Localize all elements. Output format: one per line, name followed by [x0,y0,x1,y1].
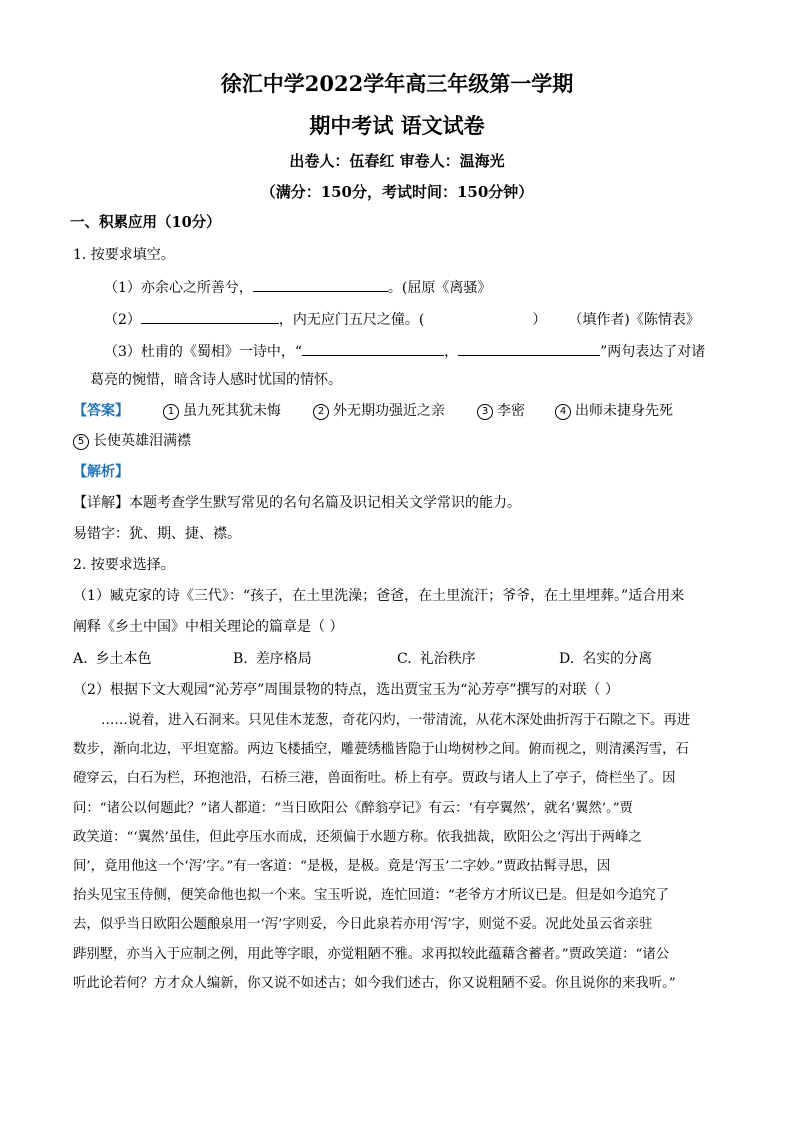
option-text: 乡土本色 [95,651,152,667]
answer-number: 5 [73,434,89,450]
answer-row [73,401,673,421]
passage-line: 政笑道：“‘翼然’虽佳，但此亭压水而成，还须偏于水题方称。依我拙裁，欧阳公之‘泻出于两峰之 [73,829,642,845]
q1-item2-close: ） [532,312,547,328]
answer-number: 3 [477,404,493,420]
q1-item3-blank2[interactable] [458,340,600,356]
q1-item2-mid: ，内无应门五尺之僮。( [278,312,425,328]
option-text: 差序格局 [255,651,312,667]
option-text: 名实的分离 [582,651,653,667]
q2-stem: 2. 按要求选择。 [73,557,175,573]
q1-item2-prefix: （2） [104,312,141,328]
passage-line: 问：“诸公以何题此？”诸人都道：“当日欧阳公《醉翁亭记》有云：‘有亭翼然’，就名‘翼然’。”贾 [73,800,633,816]
q1-item2-blank[interactable] [141,308,279,324]
passage-line: 数步，渐向北边，平坦宽豁。两边飞楼插空，雕甍绣槛皆隐于山坳树杪之间。俯而视之，则清溪泻雪，石 [73,742,689,758]
q2-option-a[interactable] [73,649,152,669]
q1-item3 [104,340,705,362]
school-title: 徐汇中学2022学年高三年级第一学期 [220,71,574,96]
q1-stem: 1. 按要求填空。 [73,247,175,263]
exam-meta: （满分：150分，考试时间：150分钟） [260,183,534,201]
q1-item3-comma: ， [444,344,459,360]
q1-item1 [104,276,491,298]
q1-item1-blank[interactable] [253,276,388,292]
answer-number: 1 [163,404,179,420]
answer-text: 李密 [497,403,525,419]
exam-authors: 出卷人：伍春红 审卷人：温海光 [289,152,505,170]
q2-option-b[interactable] [233,649,312,669]
option-key: D. [559,651,575,667]
q1-item3-suffix: ”两句表达了对诸 [600,344,706,360]
answer-item-2 [313,401,445,421]
passage-line: ……说着，进入石洞来。只见佳木茏葱，奇花闪灼，一带清流，从花木深处曲折泻于石隙之下。再进 [101,713,691,728]
analysis-label: 【解析】 [73,464,129,480]
q2-sub1-line2: 阐释《乡土中国》中相关理论的篇章是（ ） [73,619,344,635]
answer-label: 【答案】 [73,403,129,419]
answer-item-4 [555,401,673,421]
answer-text: 长使英雄泪满襟 [93,433,191,449]
passage-line: 磴穿云，白石为栏，环抱池沿，石桥三港，兽面衔吐。桥上有亭。贾政与诸人上了亭子，倚栏坐了。因 [73,771,676,787]
answer-text: 外无期功强近之亲 [333,403,445,419]
q1-item3-blank1[interactable] [302,340,444,356]
passage-line: 间’，竟用他这一个‘泻’字。”有一客道：“是极，是极。竟是‘泻玉’二字妙。”贾政拈髯寻思，因 [73,858,611,874]
passage-line: 去，似乎当日欧阳公题酿泉用一‘泻’字则妥，今日此泉若亦用‘泻’字，则觉不妥。况此处虽云省亲驻 [73,917,653,933]
q2-sub1-line1: （1）臧克家的诗《三代》：“孩子，在土里洗澡；爸爸，在土里流汗；爷爷，在土里埋葬。”适合用来 [73,588,685,604]
option-key: C. [397,651,412,667]
q1-item3-prefix: （3）杜甫的《蜀相》一诗中，“ [104,344,303,360]
section-heading: 一、积累应用（10分） [70,214,221,231]
passage-line: 跸别墅，亦当入于应制之例，用此等字眼，亦觉粗陋不雅。求再拟较此蕴藉含蓄者。”贾政笑道：“诸公 [73,946,670,962]
q1-item1-prefix: （1）亦余心之所善兮， [104,280,253,296]
q2-option-d[interactable] [559,649,652,669]
answer-item-1 [163,401,281,421]
q1-item1-suffix: 。(屈原《离骚》 [387,280,492,296]
passage-line: 抬头见宝玉侍侧，便笑命他也拟一个来。宝玉听说，连忙回道：“老爷方才所议已是。但是如今追究了 [73,888,670,904]
option-key: A. [73,651,88,667]
passage-line: 听此论若何？方才众人编新，你又说不如述古；如今我们述古，你又说粗陋不妥。你且说你的来我听。” [73,975,676,991]
answer-row-2 [73,431,191,451]
option-text: 礼治秩序 [419,651,476,667]
analysis-detail: 【详解】本题考查学生默写常见的名句名篇及识记相关文学常识的能力。 [73,495,521,511]
passage [73,706,723,998]
q2-sub2: （2）根据下文大观园“沁芳亭”周围景物的特点，选出贾宝玉为“沁芳亭”撰写的对联（ ） [73,682,619,698]
q1-item3-line2: 葛亮的惋惜，暗含诗人感时忧国的情怀。 [90,372,342,388]
q1-item2-suffix: （填作者)《陈情表》 [568,312,700,328]
answer-item-5 [73,431,191,451]
answer-item-3 [477,401,525,421]
option-key: B. [233,651,248,667]
exam-title: 期中考试 语文试卷 [309,113,485,138]
answer-text: 出师未捷身先死 [575,403,673,419]
analysis-errors: 易错字：犹、期、捷、襟。 [73,526,241,542]
answer-number: 4 [555,404,571,420]
q1-item2 [104,308,700,330]
answer-number: 2 [313,404,329,420]
answer-text: 虽九死其犹未悔 [183,403,281,419]
q2-option-c[interactable] [397,649,476,669]
